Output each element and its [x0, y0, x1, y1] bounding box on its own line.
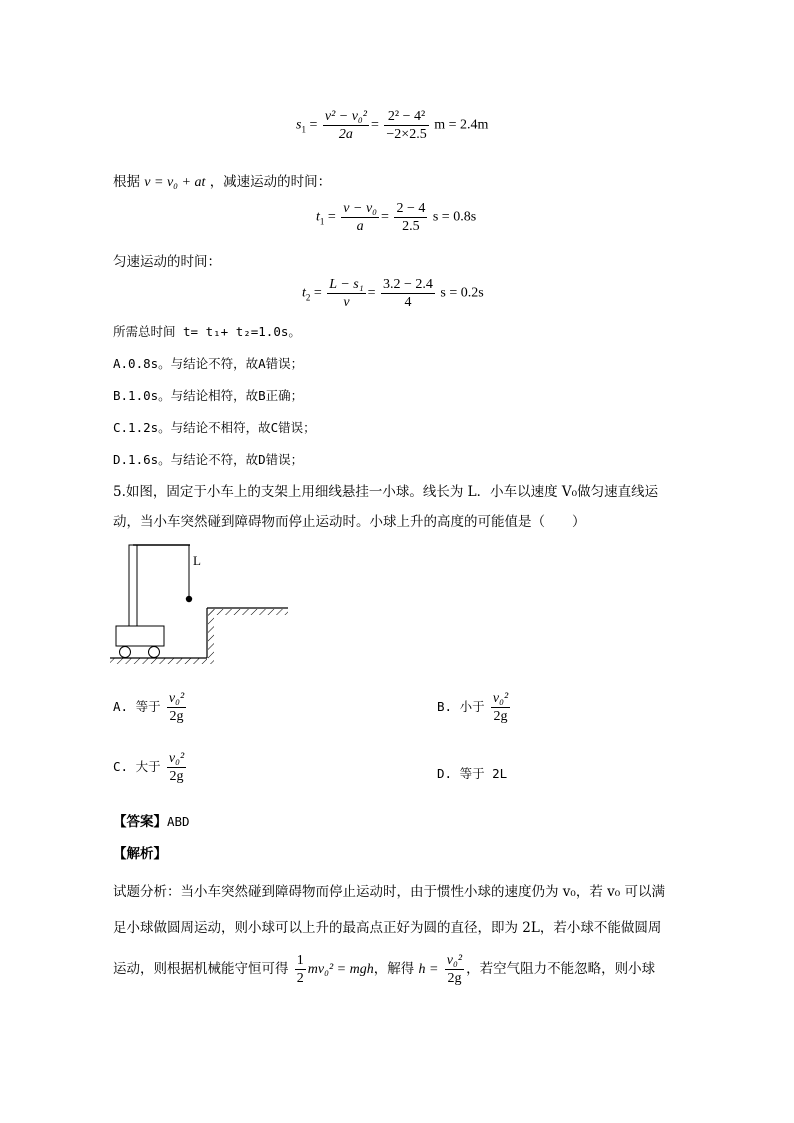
option-c-num: v₀²	[168, 751, 185, 766]
paragraph-2: 匀速运动的时间：	[113, 254, 221, 270]
analysis-line-1: 试题分析：当小车突然碰到障碍物而停止运动时，由于惯性小球的速度仍为 v₀，若 v₀ 可以满	[113, 884, 665, 900]
eq1-lhs: s	[296, 117, 302, 133]
cart-wheel-right	[149, 647, 160, 658]
option-c-prefix: C. 大于	[113, 759, 161, 774]
eq1-lhs-sub: 1	[301, 124, 306, 135]
obstacle-wall-hatch	[208, 608, 214, 664]
equation-t1: $t_1$ = $\frac{\text{v − v₀}}{a}$ = $\frac{2 - 4}{2.5}$ s = 0.8s	[316, 201, 477, 234]
eq3-frac1-num: L − s₁	[329, 277, 364, 292]
analysis-h-num: v₀²	[446, 953, 463, 968]
answer-value: ABD	[167, 814, 190, 829]
prev-option-d: D.1.6s。与结论不符，故D错误；	[113, 452, 304, 467]
option-a	[113, 690, 188, 725]
p1-text: 根据	[113, 174, 140, 190]
option-a-prefix: A. 等于	[113, 699, 161, 714]
eq3-lhs: t	[302, 285, 306, 301]
cart-wheel-left	[120, 647, 131, 658]
cart-pendulum-figure	[105, 540, 305, 675]
option-b-fraction	[491, 690, 510, 725]
paragraph-1	[113, 170, 331, 191]
analysis-line-3-a: 运动，则根据机械能守恒可得	[113, 961, 289, 977]
eq1-frac2-den: −2×2.5	[386, 127, 427, 142]
option-b-prefix: B. 小于	[437, 699, 485, 714]
eq2-frac1	[341, 200, 379, 235]
option-d: D. 等于 2L	[437, 766, 508, 781]
eq3-result: s = 0.2s	[440, 285, 484, 301]
paragraph-3: 所需总时间 t= t₁+ t₂=1.0s。	[113, 324, 301, 339]
analysis-h-den: 2g	[447, 971, 462, 986]
analysis-half-den: 2	[296, 971, 304, 986]
eq3-frac1	[327, 276, 365, 311]
eq2-frac1-den: a	[356, 219, 364, 234]
option-b-den: 2g	[493, 709, 508, 724]
answer	[113, 810, 190, 830]
analysis-line-2: 足小球做圆周运动，则小球可以上升的最高点正好为圆的直径，即为 2L，若小球不能做圆周	[113, 920, 662, 936]
eq2-lhs: t	[316, 209, 320, 225]
support-post	[129, 545, 137, 627]
cart-body	[116, 626, 164, 646]
equation-s1: $s_1$ = $\frac{\text{v² − v₀²}}{2a}$ = $\frac{\text{2² − 4²}}{-2\times 2.5}$ m = 2.4m	[296, 109, 489, 142]
eq1-frac1-num: v² − v₀²	[324, 109, 367, 124]
answer-label: 【答案】	[113, 814, 167, 830]
eq2-frac2-num: 2 − 4	[396, 201, 426, 216]
eq3-lhs-sub: 2	[305, 292, 311, 303]
eq1-result: m = 2.4m	[434, 117, 489, 133]
option-a-num: v₀²	[168, 691, 185, 706]
analysis-line-3-c: ，解得	[373, 961, 415, 977]
option-c	[113, 750, 188, 785]
option-a-den: 2g	[169, 709, 184, 724]
analysis-label: 【解析】	[113, 846, 167, 862]
prev-option-c: C.1.2s。与结论不相符，故C错误；	[113, 420, 316, 435]
eq2-frac1-num: v − v₀	[343, 201, 378, 216]
eq1-frac1	[323, 108, 369, 143]
eq1-frac2	[384, 108, 428, 143]
eq1-frac2-num: 2² − 4²	[384, 108, 428, 126]
question-5-line-2: 动，当小车突然碰到障碍物而停止运动时。小球上升的高度的可能值是（ ）	[113, 514, 586, 530]
analysis-energy-equation: mv₀² = mgh	[307, 962, 374, 977]
analysis-half-fraction	[295, 952, 306, 987]
equation-t2: $t_2$ = $\frac{\text{L − s₁}}{v}$ = $\frac{3.2 - 2.4}{4}$ s = 0.2s	[302, 277, 484, 310]
eq1-frac1-den: 2a	[338, 127, 353, 142]
option-c-den: 2g	[169, 769, 184, 784]
analysis-line-3-e: ，若空气阻力不能忽略，则小球	[466, 961, 656, 977]
eq2-frac2-den: 2.5	[402, 219, 420, 234]
analysis-h-lhs: h =	[418, 962, 439, 977]
p1-tail: ，减速运动的时间：	[209, 174, 332, 190]
ball	[186, 596, 192, 602]
eq3-frac2-num: 3.2 − 2.4	[383, 277, 433, 292]
question-5-line-1: 5.如图，固定于小车上的支架上用细线悬挂一小球。线长为 L．小车以速度 V₀做匀速直线运	[113, 484, 659, 500]
ground-hatch	[110, 658, 207, 664]
analysis-h-fraction	[445, 952, 464, 987]
eq2-lhs-sub: 1	[319, 216, 325, 227]
prev-option-a: A.0.8s。与结论不符，故A错误；	[113, 356, 304, 371]
analysis-half-num: 1	[296, 953, 304, 968]
p1-formula: v = v₀ + at	[144, 175, 206, 190]
eq3-frac2-den: 4	[404, 295, 412, 310]
analysis-line-3	[113, 952, 655, 987]
string-length-label: L	[193, 553, 201, 568]
prev-option-b: B.1.0s。与结论相符，故B正确；	[113, 388, 304, 403]
eq2-frac2	[394, 200, 427, 235]
option-c-fraction	[167, 750, 186, 785]
option-b-num: v₀²	[492, 691, 509, 706]
eq3-frac1-den: v	[343, 295, 350, 310]
eq3-frac2	[381, 276, 435, 311]
option-b	[437, 690, 512, 725]
option-a-fraction	[167, 690, 186, 725]
eq2-result: s = 0.8s	[432, 209, 477, 225]
obstacle-top-hatch	[208, 609, 288, 615]
